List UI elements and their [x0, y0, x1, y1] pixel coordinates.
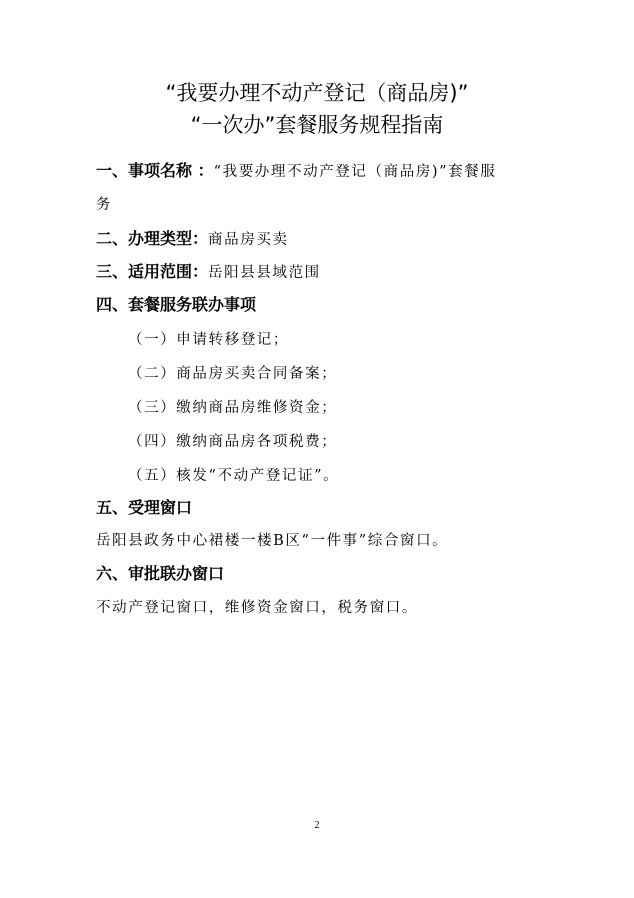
joint-matter-item: （四）缴纳商品房各项税费；	[128, 434, 338, 450]
document-title-line-1: “我要办理不动产登记（商品房)”	[165, 81, 469, 105]
approval-window-text: 不动产登记窗口，维修资金窗口，税务窗口。	[96, 600, 418, 616]
section-heading-joint-matters: 四、套餐服务联办事项	[96, 295, 257, 314]
page-number: 2	[314, 820, 320, 831]
section-heading-acceptance-window: 五、受理窗口	[96, 498, 193, 517]
section-handling-type	[96, 228, 289, 251]
acceptance-window-text: 岳阳县政务中心裙楼一楼B区“一件事”综合窗口。	[96, 533, 449, 549]
scope-text: 岳阳县县域范围	[208, 265, 321, 281]
section-heading-item-name: 一、事项名称 ：	[96, 161, 214, 180]
joint-matter-item: （五）核发“不动产登记证”。	[128, 468, 340, 484]
section-heading-approval-window: 六、审批联办窗口	[96, 564, 225, 583]
section-heading-handling-type: 二、办理类型：	[96, 229, 209, 248]
item-name-text: “我要办理不动产登记（商品房)”套餐服	[213, 164, 497, 180]
joint-matter-item: （二）商品房买卖合同备案；	[128, 366, 338, 382]
joint-matter-item: （一）申请转移登记；	[128, 332, 289, 348]
document-title-line-2: “一次办”套餐服务规程指南	[190, 113, 444, 137]
item-name-text-continued: 务	[96, 197, 113, 213]
section-scope	[96, 261, 321, 284]
joint-matter-item: （三）缴纳商品房维修资金；	[128, 400, 338, 416]
handling-type-text: 商品房买卖	[208, 232, 289, 248]
section-heading-scope: 三、适用范围：	[96, 262, 209, 281]
section-item-name	[96, 160, 496, 183]
